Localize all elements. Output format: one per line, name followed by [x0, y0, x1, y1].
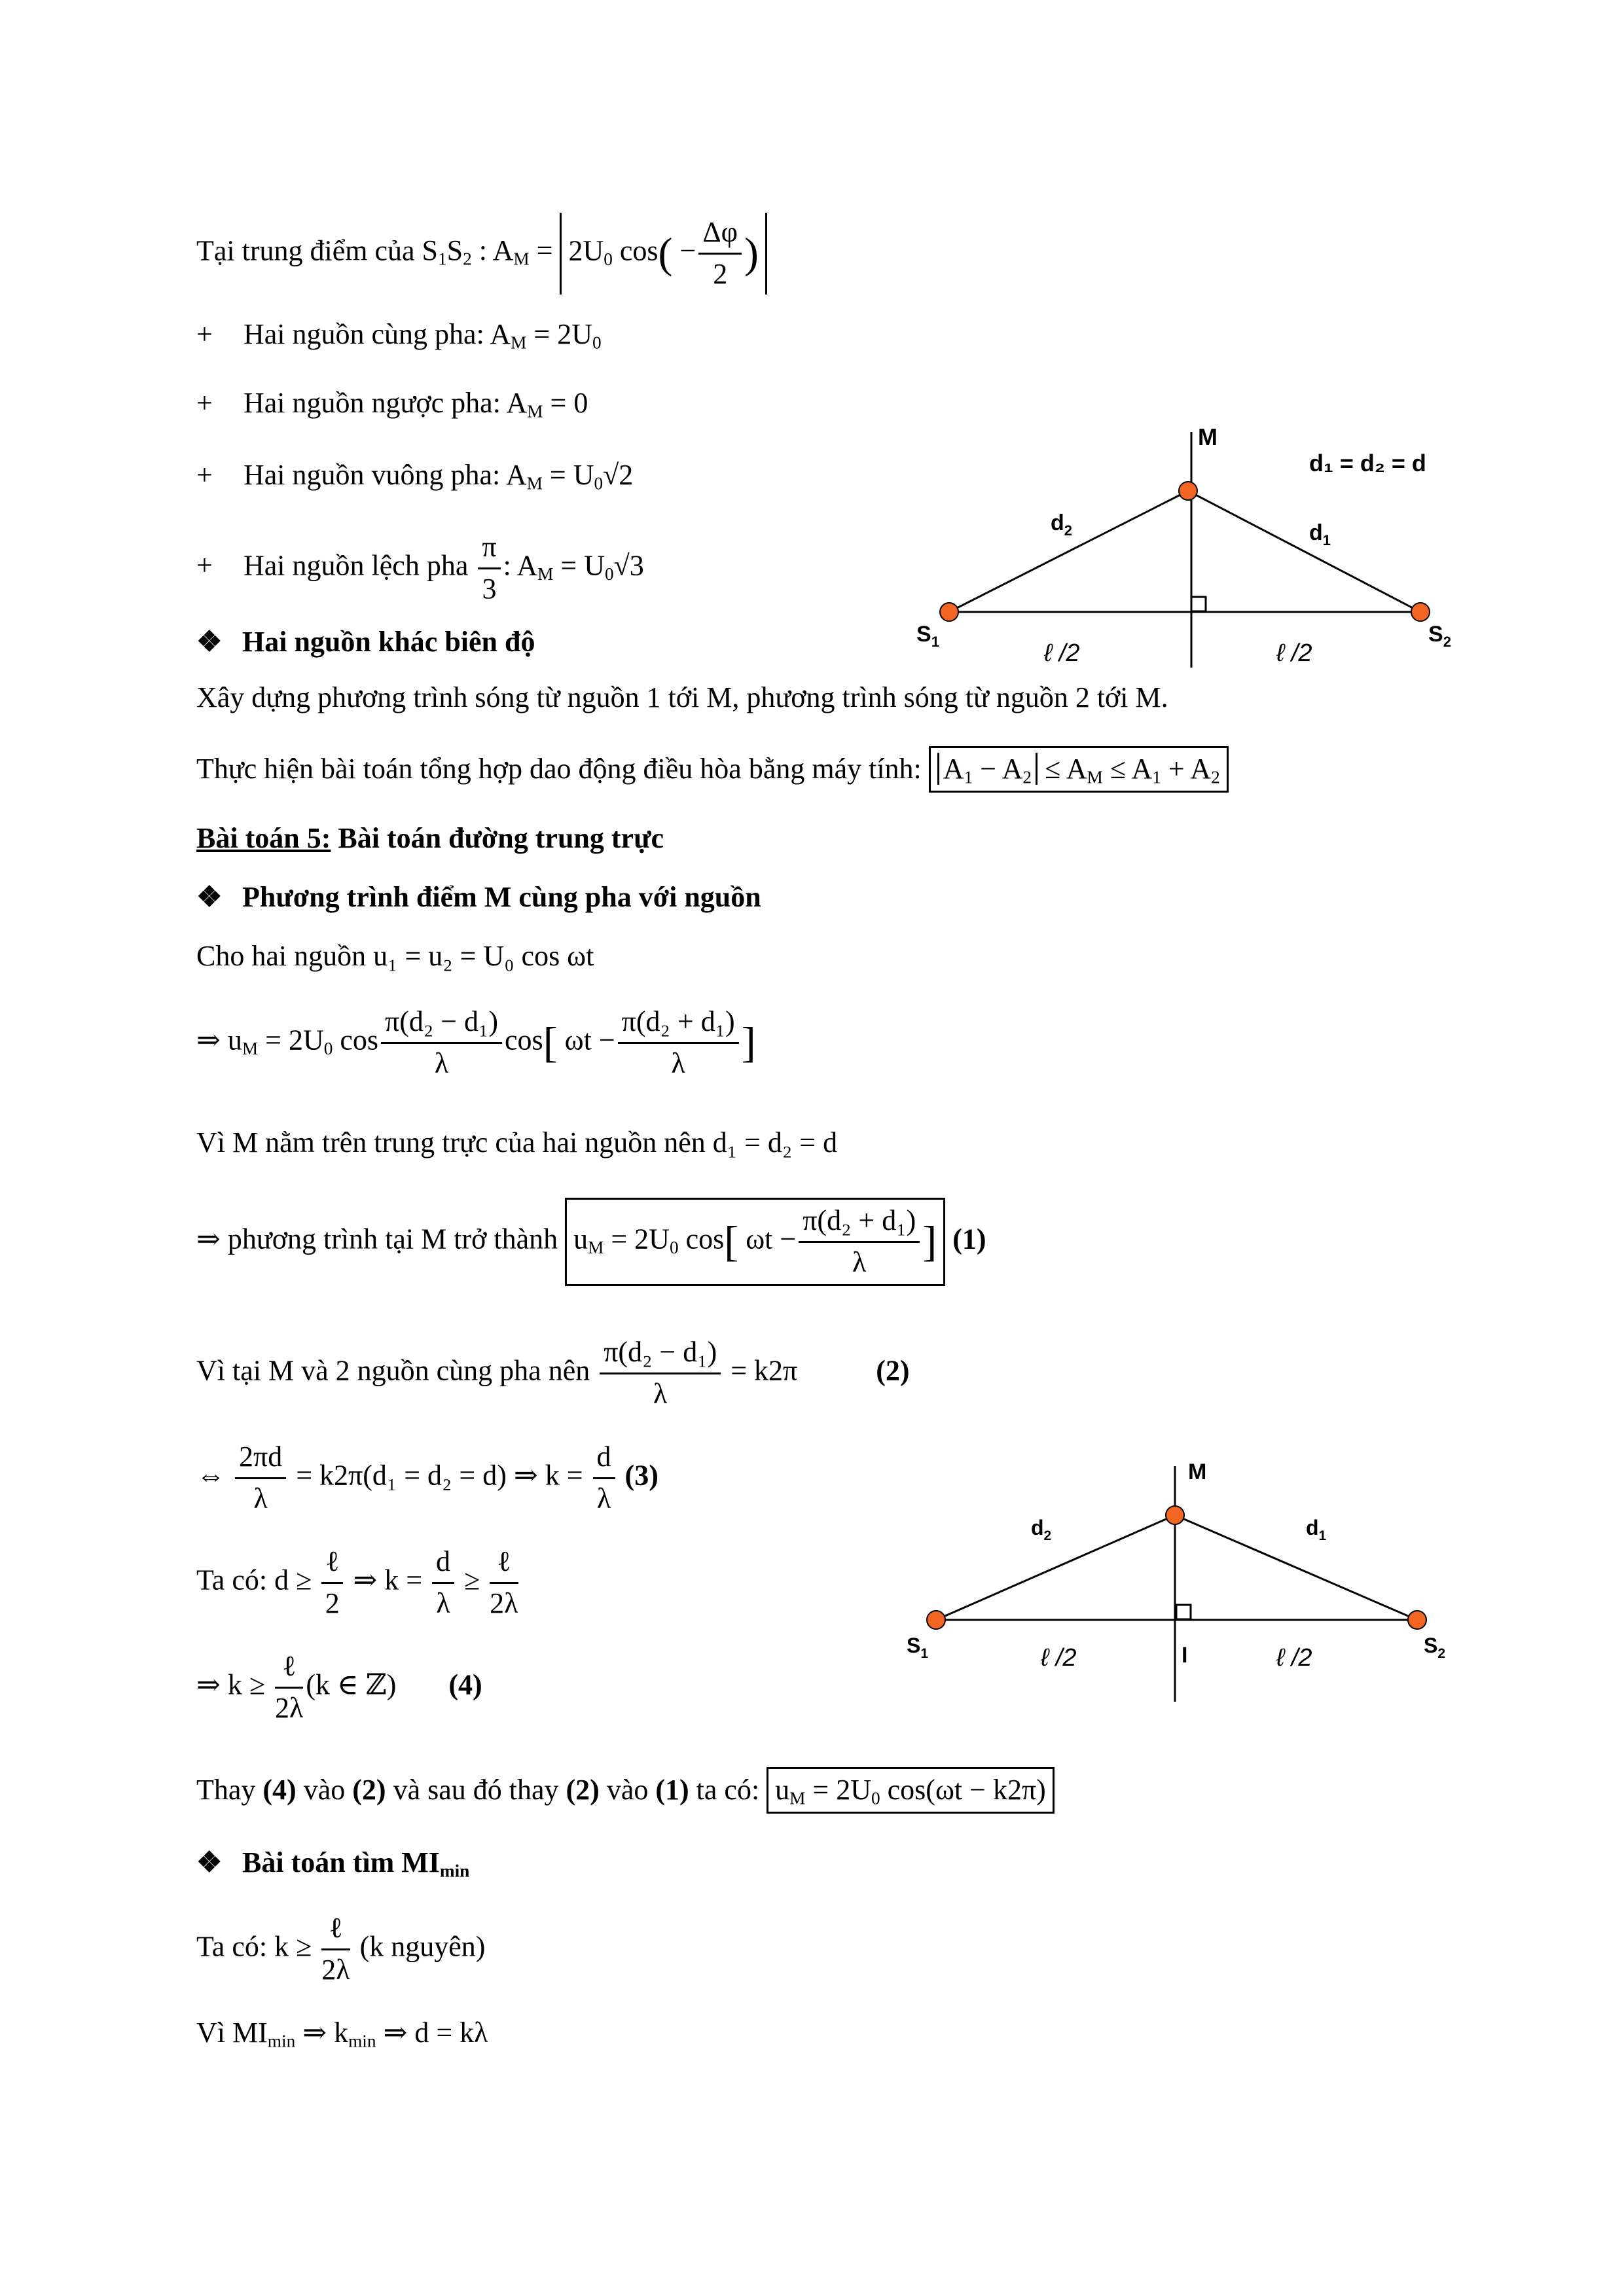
label-d1: $d_1$ — [1306, 1516, 1327, 1543]
label-half-left: ℓ /2 — [1044, 639, 1080, 667]
heading-same-phase: ❖ Phương trình điểm M cùng pha với nguồn — [196, 881, 761, 913]
midpoint-amplitude-line: Tại trung điểm của $S_1S_2$ : $A_M = 2U_0$ cos( − $\frac{\Delta\varphi}{2}$ ) — [196, 213, 767, 295]
label-d2: $d_2$ — [1051, 511, 1073, 539]
point-s1 — [940, 603, 958, 621]
point-s2 — [1411, 603, 1430, 621]
right-angle-mark — [1176, 1605, 1191, 1619]
amplitude-range-box: $A_1 - A_2 \le A_M \le A_1 + A_2$ — [929, 746, 1229, 793]
perpendicular-bisector-diagram-1 — [890, 419, 1479, 681]
mi-min-conclusion: Vì $MI_{min}$ ⇒ $k_{min}$ ⇒ d = kλ — [196, 2017, 488, 2051]
abs-expression: $2U_0$ cos( − $\frac{\Delta\varphi}{2}$ ) — [560, 213, 767, 295]
label-s2: $S_2$ — [1424, 1634, 1446, 1661]
d1-segment — [1175, 1515, 1417, 1620]
case-same-phase: + Hai nguồn cùng pha: $A_M = 2U_0$ — [196, 318, 602, 353]
label-d1: $d_1$ — [1309, 520, 1331, 548]
result-box: $u_M = 2U_0$ cos(ωt − k2π) — [767, 1767, 1055, 1814]
k-integer-condition: Ta có: k ≥ $\frac{\text{ℓ}}{2\lambda}$ (k nguyên) — [196, 1912, 486, 1986]
section-5-title: Bài toán 5: Bài toán đường trung trực — [196, 822, 664, 854]
point-s2 — [1408, 1611, 1426, 1629]
equation-4: ⇒ k ≥ $\frac{\text{ℓ}}{2\lambda}$ (k ∈ ℤ) (4) — [196, 1650, 482, 1724]
label-s1: $S_1$ — [907, 1634, 929, 1661]
label-d2: $d_2$ — [1031, 1516, 1052, 1543]
equation-1-box: $u_M = 2U_0$ cos[ ωt − $\frac{\text{π(d₂ + d₁)}}{\lambda}$ ] — [565, 1198, 945, 1286]
label-m: M — [1198, 423, 1218, 450]
para-calculator: Thực hiện bài toán tổng hợp dao động điều hòa bằng máy tính: $A_1 - A_2 \le A_M \le A_1 + A_2$ — [196, 746, 1229, 793]
equation-3: ⇔ $\frac{2\pi d}{\lambda}$ = k2π(d₁ = d₂ = d) ⇒ k = $\frac{d}{\lambda}$ (3) — [196, 1441, 659, 1515]
label-s1: $S_1$ — [916, 622, 939, 650]
substitution-result: Thay (4) vào (2) và sau đó thay (2) vào (1) ta có: $u_M = 2U_0$ cos(ωt − k2π) — [196, 1767, 1055, 1814]
label-relation: d₁ = d₂ = d — [1309, 450, 1426, 476]
equation-um: ⇒ $u_M = 2U_0$ cos $\frac{\text{π(d₂ − d₁)}}{\lambda}$ cos[ ωt − $\frac{\text{π(d₂ + d₁)}}{\lambda}$ ] — [196, 1005, 756, 1079]
inequality-k: Ta có: d ≥ $\frac{\text{ℓ}}{2}$ ⇒ k = $\frac{d}{\lambda}$ ≥ $\frac{\text{ℓ}}{2\lambda}$ — [196, 1545, 518, 1619]
midline-statement: Vì M nằm trên trung trực của hai nguồn nên d₁ = d₂ = d — [196, 1126, 838, 1158]
d2-segment — [936, 1515, 1175, 1620]
equation-1: ⇒ phương trình tại M trở thành $u_M = 2U_0$ cos[ ωt − $\frac{\text{π(d₂ + d₁)}}{\lambda}$ ] (1) — [196, 1198, 986, 1286]
label-half-right: ℓ /2 — [1276, 1644, 1312, 1672]
point-m — [1166, 1506, 1184, 1524]
heading-different-amplitude: ❖ Hai nguồn khác biên độ — [196, 626, 535, 658]
case-shifted-phase: + Hai nguồn lệch pha $\frac{\pi}{3}$ : $A_M = U_0√3$ — [196, 531, 644, 605]
point-m — [1179, 482, 1197, 500]
given-sources: Cho hai nguồn u₁ = u₂ = U₀ cos ωt — [196, 940, 594, 972]
right-angle-mark — [1191, 597, 1206, 611]
case-opposite-phase: + Hai nguồn ngược pha: $A_M = 0$ — [196, 387, 588, 422]
label-s2: $S_2$ — [1428, 622, 1451, 650]
case-quadrature-phase: + Hai nguồn vuông pha: $A_M = U_0√2$ — [196, 459, 634, 493]
label-m: M — [1188, 1460, 1207, 1484]
para-build-equations: Xây dựng phương trình sóng từ nguồn 1 tới M, phương trình sóng từ nguồn 2 tới M. — [196, 681, 1168, 713]
label-i: I — [1182, 1643, 1188, 1668]
perpendicular-bisector-diagram-2 — [871, 1453, 1479, 1715]
label-half-right: ℓ /2 — [1276, 639, 1312, 667]
d2-segment — [949, 491, 1188, 612]
equation-2: Vì tại M và 2 nguồn cùng pha nên $\frac{\text{π(d₂ − d₁)}}{\lambda}$ = k2π (2) — [196, 1336, 910, 1410]
label-half-left: ℓ /2 — [1041, 1644, 1077, 1672]
heading-find-mi-min: ❖ Bài toán tìm $MI_{min}$ — [196, 1846, 470, 1881]
point-s1 — [927, 1611, 945, 1629]
d1-segment — [1188, 491, 1420, 612]
